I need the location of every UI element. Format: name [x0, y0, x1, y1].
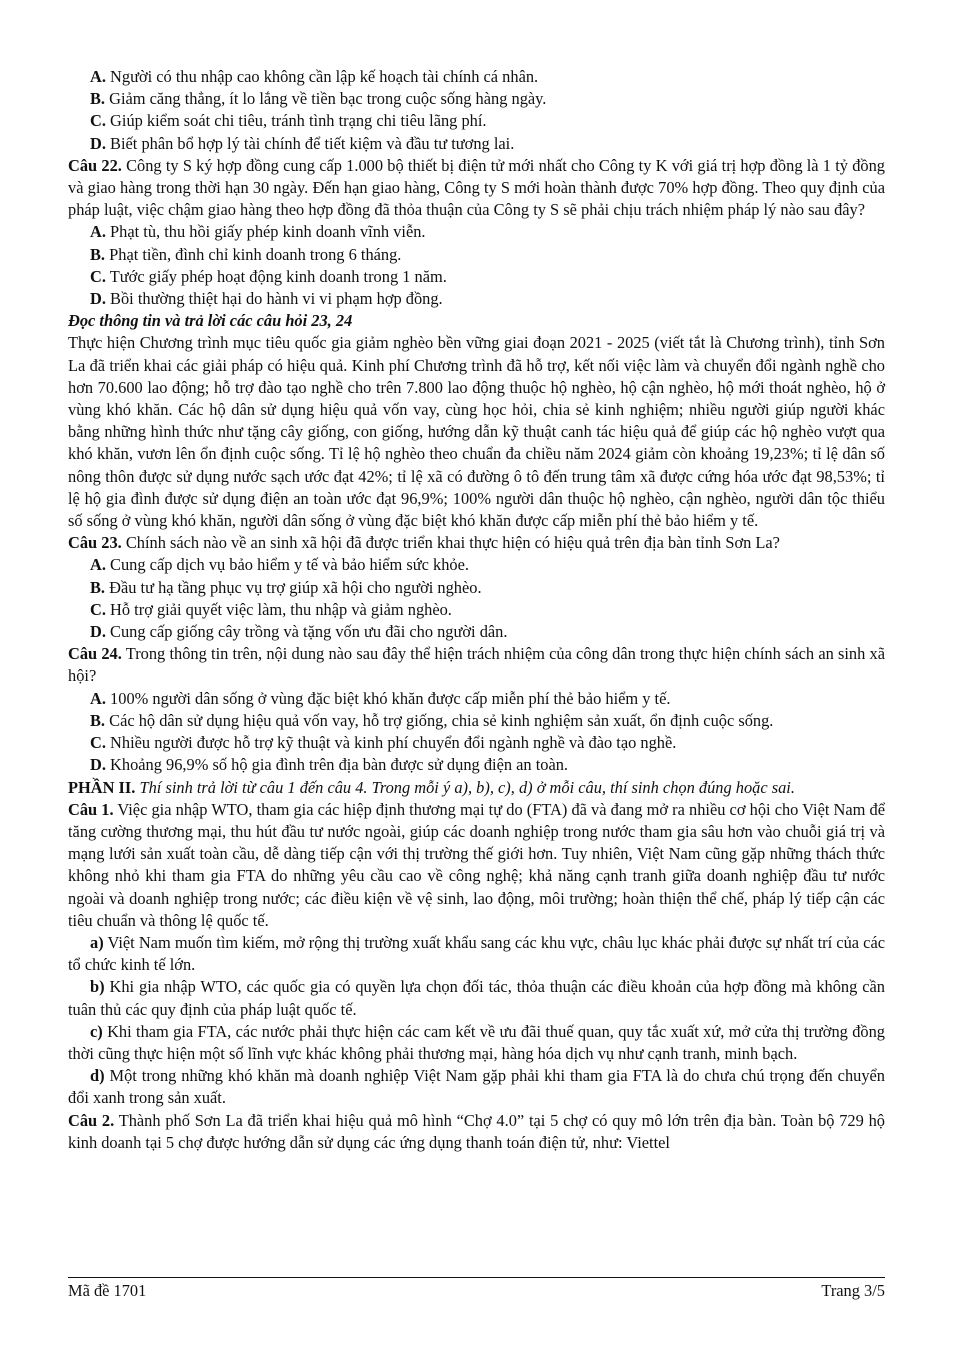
passage-header: Đọc thông tin và trả lời các câu hỏi 23, 24: [68, 311, 353, 331]
q22-option-d: D. Bồi thường thiệt hại do hành vi vi phạm hợp đồng.: [90, 289, 443, 309]
q24-option-b: B. Các hộ dân sử dụng hiệu quả vốn vay, hỗ trợ giống, chia sẻ kinh nghiệm sản xuất, ổn định cuộc sống.: [90, 710, 774, 730]
footer-divider: [68, 1277, 885, 1278]
q22-option-b: B. Phạt tiền, đình chỉ kinh doanh trong 6 tháng.: [90, 244, 402, 264]
q23-stem: Câu 23. Chính sách nào về an sinh xã hội đã được triển khai thực hiện có hiệu quả trên địa bàn tỉnh Sơn La?: [68, 533, 780, 553]
q21-option-d: D. Biết phân bổ hợp lý tài chính để tiết kiệm và đầu tư tương lai.: [90, 133, 515, 153]
passage-text: Thực hiện Chương trình mục tiêu quốc gia giảm nghèo bền vững giai đoạn 2021 - 2025 (viết tắt là Chương trình), tỉnh Sơn La đã triển khai các giải pháp có hiệu quả. Kinh phí Chương trình đã hỗ trợ, kết nối việc làm và chuyển đổi ngành nghề cho hơn 70.600 lao động; hỗ trợ đào tạo nghề cho trên 7.800 lao động thuộc hộ nghèo, hộ cận nghèo, hộ mới thoát nghèo, hộ ở vùng khó khăn. Các hộ dân sử dụng hiệu quả vốn vay, cùng học hỏi, chia sẻ kinh nghiệm; nhiều người giúp người khác bằng những hình thức như tặng cây giống, con giống, hướng dẫn kỹ thuật canh tác hiệu quả để giúp các hộ nghèo vượt qua khó khăn, vươn lên ổn định cuộc sống. Tỉ lệ hộ nghèo theo chuẩn đa chiều năm 2024 giảm còn khoảng 19,23%; tỉ lệ dân số nông thôn được sử dụng nước sạch ước đạt 42%; tỉ lệ xã có đường ô tô đến trung tâm xã được cứng hóa ước đạt 98,53%; tỉ lệ hộ gia đình được sử dụng điện an toàn ước đạt 96,9%; 100% người dân thuộc hộ nghèo, cận nghèo, người dân tộc thiểu số sống ở vùng khó khăn, người dân sống ở vùng đặc biệt khó khăn được cấp miễn phí thẻ bảo hiểm y tế.: [68, 333, 885, 531]
q24-stem: Câu 24. Trong thông tin trên, nội dung nào sau đây thể hiện trách nhiệm của công dân trong thực hiện chính sách an sinh xã hội?: [68, 644, 886, 686]
q24-option-c: C. Nhiều người được hỗ trợ kỹ thuật và kinh phí chuyển đổi ngành nghề và đào tạo nghề.: [90, 733, 677, 753]
q21-options: [68, 66, 885, 155]
q21-option-b: B. Giảm căng thẳng, ít lo lắng về tiền bạc trong cuộc sống hàng ngày.: [90, 89, 547, 109]
c1-item-a: a) Việt Nam muốn tìm kiếm, mở rộng thị trường xuất khẩu sang các khu vực, châu lục khác phải được sự nhất trí của các tổ chức kinh tế lớn.: [68, 932, 885, 975]
exam-code: Mã đề 1701: [68, 1281, 147, 1300]
q24-option-a: A. 100% người dân sống ở vùng đặc biệt khó khăn được cấp miễn phí thẻ bảo hiểm y tế.: [90, 688, 671, 708]
q21-option-a: A. Người có thu nhập cao không cần lập kế hoạch tài chính cá nhân.: [90, 67, 539, 86]
c2-stem: Câu 2. Thành phố Sơn La đã triển khai hiệu quả mô hình “Chợ 4.0” tại 5 chợ có quy mô lớn trên địa bàn. Toàn bộ 729 hộ kinh doanh tại 5 chợ được hướng dẫn sử dụng các ứng dụng thanh toán điện tử, như: Viettel: [68, 1110, 885, 1152]
page-footer: [68, 1281, 885, 1301]
page-number: Trang 3/5: [821, 1281, 885, 1300]
q23-option-b: B. Đầu tư hạ tầng phục vụ trợ giúp xã hội cho người nghèo.: [90, 577, 482, 597]
exam-page: [68, 66, 885, 1154]
q21-option-c: C. Giúp kiểm soát chi tiêu, tránh tình trạng chi tiêu lãng phí.: [90, 111, 487, 131]
q23-option-c: C. Hỗ trợ giải quyết việc làm, thu nhập và giảm nghèo.: [90, 599, 452, 619]
q22-stem: Câu 22. Công ty S ký hợp đồng cung cấp 1.000 bộ thiết bị điện tử mới nhất cho Công ty K với giá trị hợp đồng là 1 tỷ đồng và giao hàng trong thời hạn 30 ngày. Đến hạn giao hàng, Công ty S mới hoàn thành được 70% hợp đồng. Theo quy định của pháp luật, việc chậm giao hàng theo hợp đồng đã thỏa thuận của Công ty S sẽ phải chịu trách nhiệm pháp lý nào sau đây?: [68, 155, 885, 220]
c1-item-b: b) Khi gia nhập WTO, các quốc gia có quyền lựa chọn đối tác, thỏa thuận các điều khoản của hợp đồng mà không cần tuân thủ các quy định của pháp luật quốc tế.: [68, 977, 885, 1019]
part2-heading: PHẦN II. Thí sinh trả lời từ câu 1 đến câu 4. Trong mỗi ý a), b), c), d) ở mỗi câu, thí sinh chọn đúng hoặc sai.: [68, 777, 795, 797]
q23-option-a: A. Cung cấp dịch vụ bảo hiểm y tế và bảo hiểm sức khỏe.: [90, 555, 469, 575]
q22-option-a: A. Phạt tù, thu hồi giấy phép kinh doanh vĩnh viễn.: [90, 222, 426, 242]
q22-option-c: C. Tước giấy phép hoạt động kinh doanh trong 1 năm.: [90, 266, 447, 286]
c1-stem: Câu 1. Việc gia nhập WTO, tham gia các hiệp định thương mại tự do (FTA) đã và đang mở ra nhiều cơ hội cho Việt Nam để tăng cường thương mại, thu hút đầu tư nước ngoài, giúp các doanh nghiệp trong nước tham gia sâu hơn vào chuỗi giá trị và mạng lưới sản xuất toàn cầu, dễ dàng tiếp cận với thị trường thế giới hơn. Tuy nhiên, Việt Nam cũng gặp những thách thức không nhỏ khi tham gia FTA do những yêu cầu cao về công nghệ; khả năng cạnh tranh giữa doanh nghiệp đầu tư nước ngoài và doanh nghiệp trong nước; các điều kiện về vệ sinh, lao động, môi trường; hoàn thiện thể chế, pháp lý tiếp cận các tiêu chuẩn và thông lệ quốc tế.: [68, 799, 885, 930]
q24-option-d: D. Khoảng 96,9% số hộ gia đình trên địa bàn được sử dụng điện an toàn.: [90, 755, 569, 775]
c1-item-d: d) Một trong những khó khăn mà doanh nghiệp Việt Nam gặp phải khi tham gia FTA là do chưa chú trọng đến chuyển đổi xanh trong sản xuất.: [68, 1066, 885, 1108]
c1-item-c: c) Khi tham gia FTA, các nước phải thực hiện các cam kết về ưu đãi thuế quan, quy tắc xuất xứ, mở cửa thị trường đồng thời cũng thực hiện một số lĩnh vực khác không phải thương mại, hàng hóa dịch vụ như cạnh tranh, minh bạch.: [68, 1021, 885, 1063]
q23-option-d: D. Cung cấp giống cây trồng và tặng vốn ưu đãi cho người dân.: [90, 622, 508, 642]
